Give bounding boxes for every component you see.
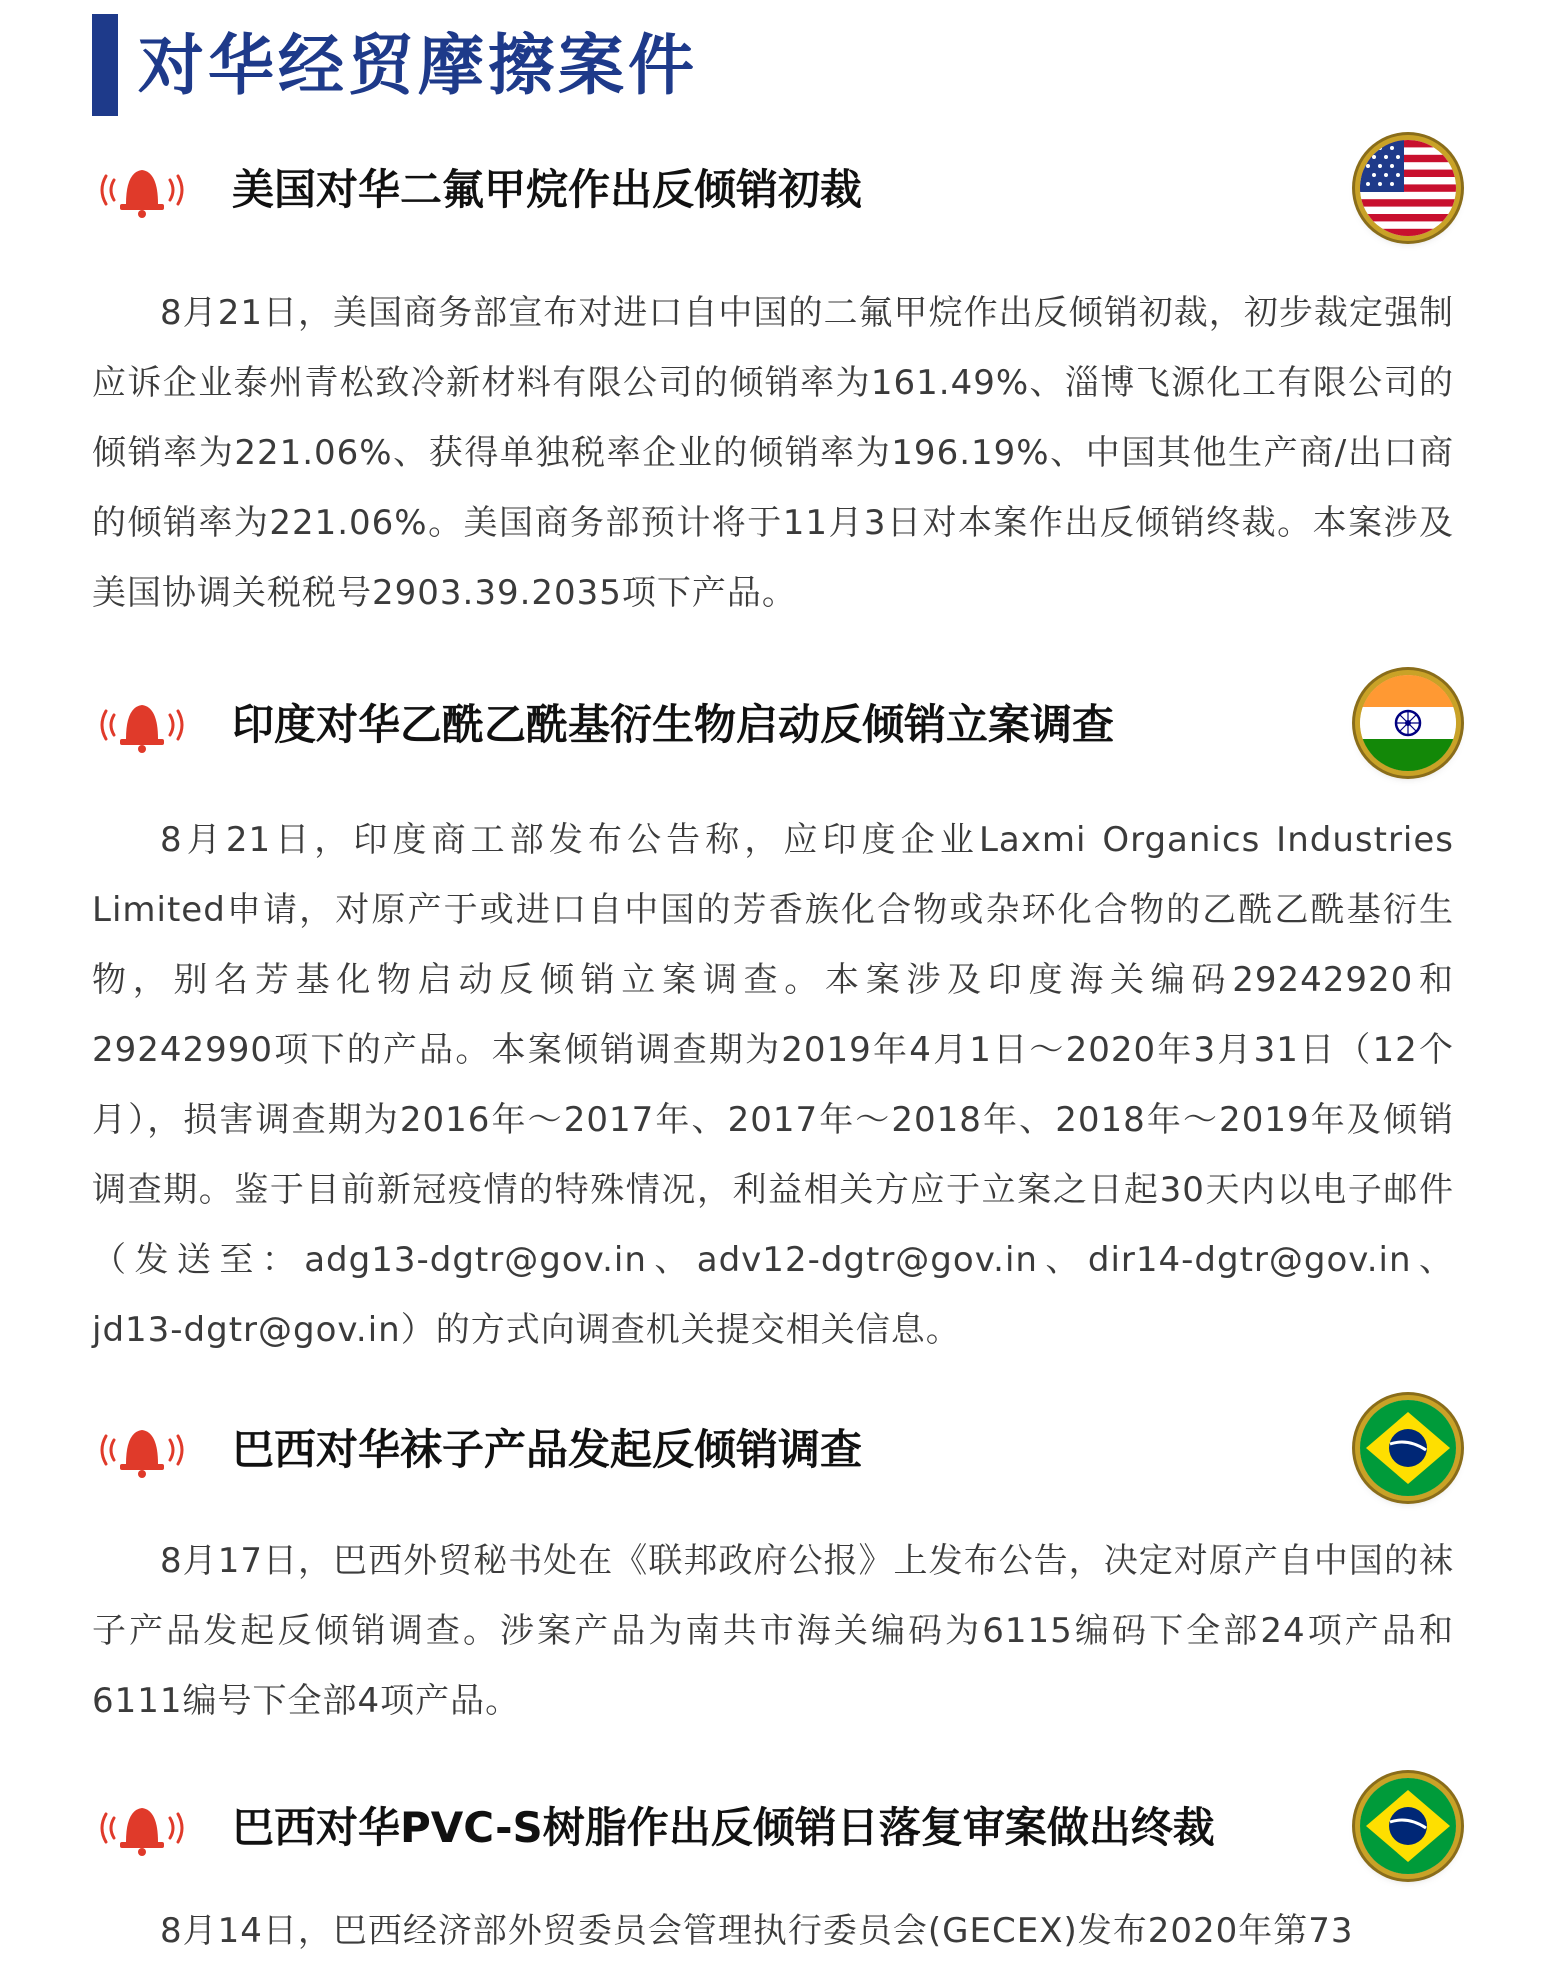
case-header [0, 675, 1547, 775]
page-title: 对华经贸摩擦案件 [138, 27, 698, 104]
case-title: 美国对华二氟甲烷作出反倾销初裁 [232, 165, 863, 214]
case-body: 8月21日，印度商工部发布公告称，应印度企业Laxmi Organics Industries Limited申请，对原产于或进口自中国的芳香族化合物或杂环化合物的乙酰乙酰基衍生物，别名芳基化物启动反倾销立案调查。本案涉及印度海关编码29242920和29242990项下的产品。本案倾销调查期为2019年4月1日～2020年3月31日（12个月），损害调查期为2016年～2017年、2017年～2018年、2018年～2019年及倾销调查期。鉴于目前新冠疫情的特殊情况，利益相关方应于立案之日起30天内以电子邮件（发送至：adg13-dgtr@gov.in、adv12-dgtr@gov.in、dir14-dgtr@gov.in、jd13-dgtr@gov.in）的方式向调查机关提交相关信息。 [92, 820, 1454, 1350]
case-body: 8月21日，美国商务部宣布对进口自中国的二氟甲烷作出反倾销初裁，初步裁定强制应诉企业泰州青松致冷新材料有限公司的倾销率为161.49%、淄博飞源化工有限公司的倾销率为221.06%、获得单独税率企业的倾销率为196.19%、中国其他生产商/出口商的倾销率为221.06%。美国商务部预计将于11月3日对本案作出反倾销终裁。本案涉及美国协调关税税号2903.39.2035项下产品。 [92, 293, 1454, 613]
case-header [0, 1400, 1547, 1500]
header-accent-bar [92, 14, 118, 116]
brazil-flag-icon [1360, 1778, 1456, 1874]
case-body: 8月14日，巴西经济部外贸委员会管理执行委员会(GECEX)发布2020年第73 [160, 1911, 1354, 1951]
case-header [0, 1778, 1547, 1878]
alarm-bell-icon [92, 1798, 192, 1858]
case-body: 8月17日，巴西外贸秘书处在《联邦政府公报》上发布公告，决定对原产自中国的袜子产品发起反倾销调查。涉案产品为南共市海关编码为6115编码下全部24项产品和6111编号下全部4项产品。 [92, 1541, 1454, 1721]
case-title: 巴西对华袜子产品发起反倾销调查 [232, 1425, 863, 1474]
us-flag-icon [1360, 140, 1456, 236]
case-title: 巴西对华PVC-S树脂作出反倾销日落复审案做出终裁 [232, 1803, 1215, 1852]
alarm-bell-icon [92, 160, 192, 220]
case-header [0, 140, 1547, 240]
case-title: 印度对华乙酰乙酰基衍生物启动反倾销立案调查 [232, 700, 1115, 749]
page-header [92, 14, 792, 116]
alarm-bell-icon [92, 695, 192, 755]
brazil-flag-icon [1360, 1400, 1456, 1496]
alarm-bell-icon [92, 1420, 192, 1480]
india-flag-icon [1360, 675, 1456, 771]
